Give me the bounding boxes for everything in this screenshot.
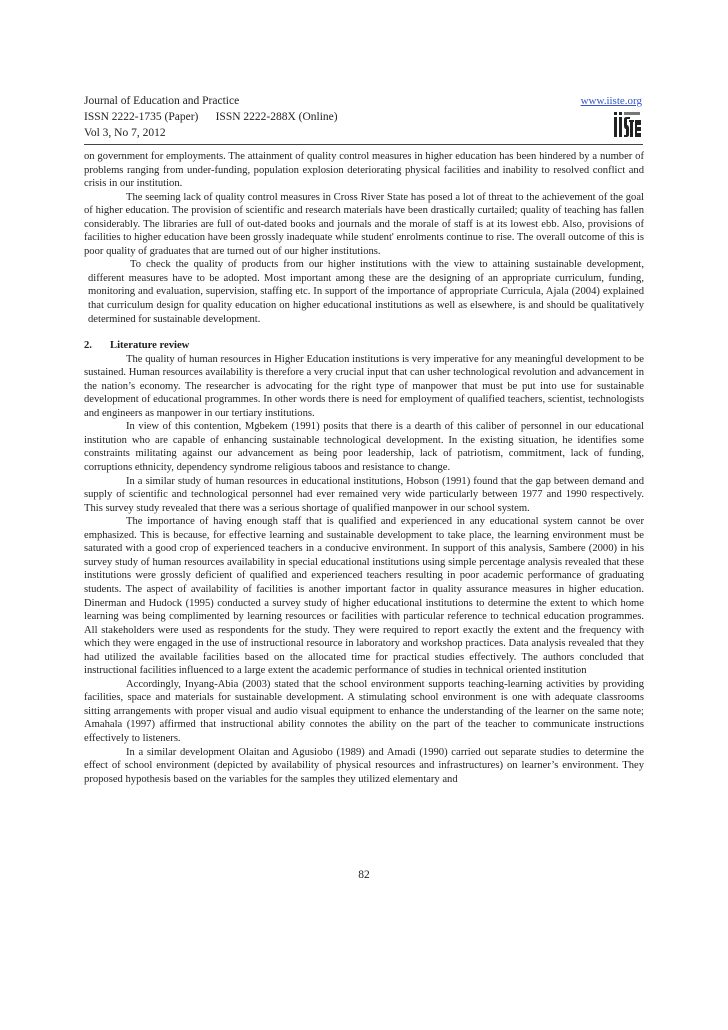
volume-line: Vol 3, No 7, 2012 — [84, 127, 166, 139]
page-number: 82 — [358, 869, 370, 881]
header-rule — [84, 144, 643, 145]
journal-url-link[interactable]: www.iiste.org — [580, 95, 642, 107]
paragraph-3: To check the quality of products from our higher institutions with the view to attaining sustainable development, different measures have to be adopted. Most important among these are the designing of an appropriate curriculum, funding, monitoring and evaluation, supervision, staffing etc. In support of the importance of appropriate Curricula, Ajala (2004) explained that curriculum design for quality education on higher educational institutions as well as elsewhere, is and should be qualitatively determined for sustainable development. — [88, 259, 644, 325]
paragraph-7: The importance of having enough staff that is qualified and experienced in any educational system cannot be over emphasized. This is because, for effective learning and sustainable development to take place, the learning environment must be saturated with a good crop of experienced teachers in a conducive environment. In support of this analysis, Sambere (2000) in his survey study of human resources availability in special educational institutions using simple percentage analysis revealed that these institutions were grossly deficient of qualified and experienced teachers resulting in poor academic performance of graduating students. The aspect of availability of facilities is another important factor in quality assurance measures in higher education. Dinerman and Hudock (1995) conducted a survey study of higher educational institutions to determine the extent to which home learning was being complimented by learning resources or facilities with particular reference to technical education programmes. All stakeholders were used as respondents for the study. They were required to report exactly the extent and the frequency with which they were engaged in the use of instructional resource in laboratory and workshop practices. Data analysis revealed that they had utilized the available facilities based on the allocated time for practical studies effectively. The authors concluded that instructional facilities influenced to a large extent the academic performance of studies in technical oriented institution — [84, 516, 644, 677]
paragraph-5: In view of this contention, Mgbekem (1991) posits that there is a dearth of this caliber of personnel in our educational institution who are capable of enhancing sustainable technological development. In the existing situation, he identifies some constraints militating against our advancement as being poor leadership, lack of patriotism, commitment, lack of funding, corruptions ethnicity, dependency syndrome religious taboos and resistance to change. — [84, 421, 644, 474]
article-body — [84, 150, 644, 786]
paragraph-2: The seeming lack of quality control measures in Cross River State has posed a lot of threat to the achievement of the goal of higher education. The provision of scientific and research materials have been drastically curtailed; quality of teaching has fallen considerably. The libraries are full of out-dated books and journals and the morale of staff is at its lowest ebb. Also, provisions of facilities to higher education have been grossly inadequate while student' enrolments continue to rise. The overall outcome of this is poor quality of graduates that are turned out of our higher institutions. — [84, 191, 644, 257]
section-number: 2. — [84, 340, 92, 352]
iiste-logo-icon — [611, 110, 643, 140]
paragraph-6: In a similar study of human resources in educational institutions, Hobson (1991) found that the gap between demand and supply of scientific and technological personnel had ever remained very wide particularly between 1977 and 1990 respectively. This survey study revealed that there was a serious shortage of qualified manpower in our school system. — [84, 475, 644, 514]
running-header — [84, 93, 644, 141]
section-title: Literature review — [110, 340, 190, 352]
section-heading — [84, 339, 644, 353]
issn-line: ISSN 2222-1735 (Paper) ISSN 2222-288X (Online) — [84, 111, 338, 123]
paragraph-8: Accordingly, Inyang-Abia (2003) stated that the school environment supports teaching-learning activities by providing facilities, space and materials for sustainable development. A stimulating school environment is one with adequate classrooms sitting arrangements with proper visual and audio visual equipment to enhance the understanding of the learner on the same note; Amahala (1997) affirmed that instructional ability connotes the ability on the part of the teacher to communicate instructions effectively to listeners. — [84, 678, 644, 744]
paragraph-4: The quality of human resources in Higher Education institutions is very imperative for any meaningful development to be sustained. Human resources availability is therefore a very crucial input that can usher technological revolution and advancement in the nation’s economy. The researcher is advocating for the right type of manpower that must be put into use for sustainable development of educational programmes. In other words there is need for employment of qualified teachers, scientist, technologists and engineers as manpower in our tertiary institutions. — [84, 353, 644, 419]
paragraph-9: In a similar development Olaitan and Agusiobo (1989) and Amadi (1990) carried out separate studies to determine the effect of school environment (depicted by availability of physical resources and infrastructures) on learner’s environment. They proposed hypothesis based on the variables for the samples they utilized elementary and — [84, 746, 644, 785]
paragraph-1: on government for employments. The attainment of quality control measures in higher education has been hindered by a number of problems ranging from under-funding, population explosion deteriorating physical facilities and inability to resolved conflict and crisis in our institution. — [84, 151, 644, 190]
journal-title: Journal of Education and Practice — [84, 95, 240, 107]
